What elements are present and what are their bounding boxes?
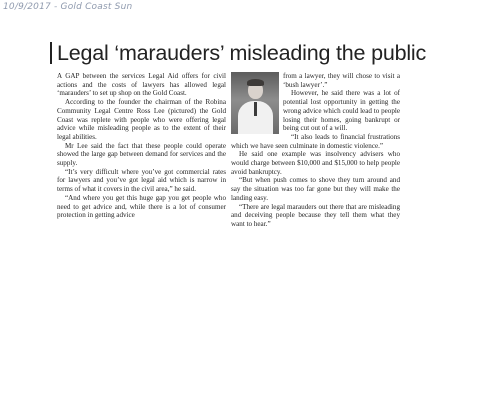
ross-lee-photo <box>231 72 279 134</box>
paragraph: “And where you get this huge gap you get people who need to get advice and, while there is a lot of consumer protection in getting advice <box>57 193 226 220</box>
paragraph: “It also leads to financial frustrations which we have seen culminate in domestic violence.” <box>231 132 400 150</box>
paragraph: from a lawyer, they will chose to visit a ‘bush lawyer’.” <box>283 72 400 89</box>
paragraph: “It’s very difficult where you’ve got commercial rates for lawyers and you’ve got legal aid which is narrow in terms of what it covers in the civil area,” he said. <box>57 167 226 194</box>
headline-rule <box>50 42 52 64</box>
handwritten-date-note: 10/9/2017 - Gold Coast Sun <box>3 2 133 12</box>
article-column-left <box>57 72 226 220</box>
paragraph: However, he said there was a lot of potential lost opportunity in getting the wrong advice which could lead to people losing their homes, going bankrupt or being cut out of a will. <box>283 89 400 133</box>
paragraph: Mr Lee said the fact that these people could operate showed the large gap between demand for services and the supply. <box>57 141 226 168</box>
paragraph: A GAP between the services Legal Aid offers for civil actions and the costs of lawyers has allowed legal ‘marauders’ to set up shop on the Gold Coast. <box>57 72 226 98</box>
headline: Legal ‘marauders’ misleading the public <box>57 41 427 65</box>
paragraph: “There are legal marauders out there that are misleading and deceiving people because they tell them what they want to hear.” <box>231 202 400 228</box>
paragraph: He said one example was insolvency advisers who would charge between $10,000 and $15,000 to help people avoid bankruptcy. <box>231 150 400 176</box>
paragraph: According to the founder the chairman of the Robina Community Legal Centre Ross Lee (pictured) the Gold Coast was replete with people who were offering legal advice while misleading people as to the extent of their legal abilities. <box>57 98 226 141</box>
article-column-right <box>231 72 400 229</box>
paragraph: “But when push comes to shove they turn around and say the situation was too far gone but they will make the landing easy. <box>231 176 400 202</box>
